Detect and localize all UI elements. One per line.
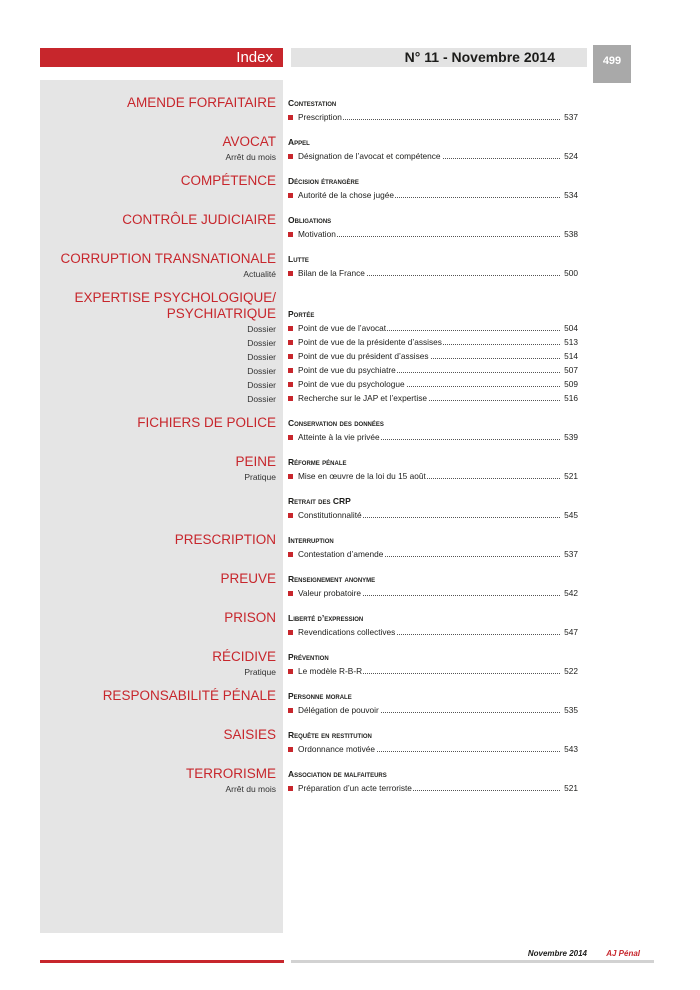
entry-page: 500: [564, 268, 578, 278]
index-entry[interactable]: [288, 365, 578, 376]
bullet-square-icon: [288, 354, 293, 359]
entry-page: 537: [564, 549, 578, 559]
footer-date: Novembre 2014: [527, 949, 587, 958]
rubric-label: Dossier: [247, 394, 276, 404]
entry-page: 507: [564, 365, 578, 375]
entry-title: Revendications collectives: [298, 627, 396, 637]
index-term: PEINE: [235, 454, 276, 469]
rubric-label: Pratique: [244, 472, 276, 482]
index-term: PREUVE: [220, 571, 276, 586]
entry-title: Préparation d’un acte terroriste: [298, 783, 412, 793]
index-entry[interactable]: [288, 510, 578, 521]
rubric-label: Dossier: [247, 366, 276, 376]
rubric-label: Dossier: [247, 324, 276, 334]
section-heading: Retrait des CRP: [288, 496, 351, 506]
index-entry[interactable]: [288, 268, 578, 279]
bullet-square-icon: [288, 552, 293, 557]
dot-leader: [300, 236, 560, 237]
index-entry[interactable]: [288, 112, 578, 123]
index-term: SAISIES: [223, 727, 276, 742]
rubric-label: Actualité: [243, 269, 276, 279]
index-entry[interactable]: [288, 744, 578, 755]
entry-page: 514: [564, 351, 578, 361]
entry-title: Délégation de pouvoir: [298, 705, 379, 715]
entry-page: 538: [564, 229, 578, 239]
rubric-label: Dossier: [247, 338, 276, 348]
section-heading: Personne morale: [288, 691, 352, 701]
footer-rule-grey: [291, 960, 654, 963]
bullet-square-icon: [288, 193, 293, 198]
footer-rule-red: [40, 960, 284, 963]
entry-title: Point de vue de la présidente d’assises: [298, 337, 442, 347]
entry-title: Désignation de l’avocat et compétence: [298, 151, 441, 161]
bullet-square-icon: [288, 115, 293, 120]
entry-title: Point de vue du psychiatre: [298, 365, 396, 375]
index-entry[interactable]: [288, 588, 578, 599]
index-term: TERRORISME: [185, 766, 276, 781]
section-heading: Obligations: [288, 215, 332, 225]
index-term: FICHIERS DE POLICE: [137, 415, 276, 430]
bullet-square-icon: [288, 474, 293, 479]
entry-page: 543: [564, 744, 578, 754]
terms-panel: [40, 80, 283, 933]
entry-page: 537: [564, 112, 578, 122]
index-entry[interactable]: [288, 432, 578, 443]
section-title: Index: [236, 49, 273, 66]
entry-title: Mise en œuvre de la loi du 15 août: [298, 471, 426, 481]
index-entry[interactable]: [288, 627, 578, 638]
section-heading: Décision étrangère: [288, 176, 359, 186]
bullet-square-icon: [288, 396, 293, 401]
issue-header: [291, 48, 587, 67]
rubric-label: Arrêt du mois: [225, 784, 276, 794]
index-term: RÉCIDIVE: [212, 649, 276, 664]
bullet-square-icon: [288, 368, 293, 373]
entry-title: Constitutionnalité: [298, 510, 362, 520]
bullet-square-icon: [288, 747, 293, 752]
entry-page: 524: [564, 151, 578, 161]
rubric-label: Dossier: [247, 352, 276, 362]
section-heading: Liberté d’expression: [288, 613, 364, 623]
section-heading: Portée: [288, 309, 315, 319]
index-entry[interactable]: [288, 323, 578, 334]
index-term: COMPÉTENCE: [180, 173, 276, 188]
section-heading: Prévention: [288, 652, 329, 662]
entry-page: 534: [564, 190, 578, 200]
entry-page: 545: [564, 510, 578, 520]
index-term: AVOCAT: [222, 134, 276, 149]
section-heading: Conservation des données: [288, 418, 384, 428]
bullet-square-icon: [288, 786, 293, 791]
entry-title: Point de vue du psychologue: [298, 379, 405, 389]
index-term: RESPONSABILITÉ PÉNALE: [102, 688, 276, 703]
entry-title: Point de vue de l’avocat: [298, 323, 387, 333]
page-number: 499: [602, 55, 622, 67]
index-entry[interactable]: [288, 666, 578, 677]
index-entry[interactable]: [288, 229, 578, 240]
entry-title: Le modèle R-B-R: [298, 666, 363, 676]
index-term: PRESCRIPTION: [174, 532, 276, 547]
bullet-square-icon: [288, 340, 293, 345]
index-entry[interactable]: [288, 151, 578, 162]
bullet-square-icon: [288, 232, 293, 237]
bullet-square-icon: [288, 669, 293, 674]
index-term: EXPERTISE PSYCHOLOGIQUE/: [74, 290, 276, 305]
entry-page: 521: [564, 471, 578, 481]
entry-page: 539: [564, 432, 578, 442]
entry-page: 521: [564, 783, 578, 793]
page-number-box: [593, 45, 631, 83]
index-term: CORRUPTION TRANSNATIONALE: [60, 251, 276, 266]
entry-page: 509: [564, 379, 578, 389]
entry-title: Autorité de la chose jugée: [298, 190, 394, 200]
index-entry[interactable]: [288, 705, 578, 716]
section-heading: Réforme pénale: [288, 457, 347, 467]
entry-title: Recherche sur le JAP et l’expertise: [298, 393, 427, 403]
bullet-square-icon: [288, 435, 293, 440]
entry-title: Atteinte à la vie privée: [298, 432, 380, 442]
index-entry[interactable]: [288, 190, 578, 201]
entry-page: 513: [564, 337, 578, 347]
entry-title: Prescription: [298, 112, 342, 122]
section-heading: Contestation: [288, 98, 337, 108]
bullet-square-icon: [288, 630, 293, 635]
entry-title: Contestation d’amende: [298, 549, 384, 559]
entry-title: Motivation: [298, 229, 336, 239]
bullet-square-icon: [288, 513, 293, 518]
entry-title: Bilan de la France: [298, 268, 365, 278]
rubric-label: Arrêt du mois: [225, 152, 276, 162]
rubric-label: Pratique: [244, 667, 276, 677]
section-heading: Lutte: [288, 254, 309, 264]
section-heading: Interruption: [288, 535, 334, 545]
bullet-square-icon: [288, 271, 293, 276]
section-heading: Association de malfaiteurs: [288, 769, 387, 779]
index-term: AMENDE FORFAITAIRE: [126, 95, 276, 110]
bullet-square-icon: [288, 326, 293, 331]
entry-page: 522: [564, 666, 578, 676]
index-entry[interactable]: [288, 471, 578, 482]
rubric-label: Dossier: [247, 380, 276, 390]
index-term: PSYCHIATRIQUE: [166, 306, 276, 321]
entry-page: 535: [564, 705, 578, 715]
section-heading: Requête en restitution: [288, 730, 372, 740]
entry-page: 516: [564, 393, 578, 403]
index-entry[interactable]: [288, 393, 578, 404]
index-entry[interactable]: [288, 337, 578, 348]
entry-page: 547: [564, 627, 578, 637]
entry-title: Valeur probatoire: [298, 588, 362, 598]
bullet-square-icon: [288, 591, 293, 596]
bullet-square-icon: [288, 708, 293, 713]
index-entry[interactable]: [288, 549, 578, 560]
entry-title: Point de vue du président d’assises: [298, 351, 429, 361]
index-entry[interactable]: [288, 379, 578, 390]
entry-page: 504: [564, 323, 578, 333]
index-term: CONTRÔLE JUDICIAIRE: [122, 212, 276, 227]
index-term: PRISON: [224, 610, 276, 625]
issue-title: N° 11 - Novembre 2014: [404, 49, 555, 65]
entry-page: 542: [564, 588, 578, 598]
index-entry[interactable]: [288, 783, 578, 794]
bullet-square-icon: [288, 154, 293, 159]
section-header: [40, 48, 283, 67]
entry-title: Ordonnance motivée: [298, 744, 376, 754]
footer-publication: AJ Pénal: [606, 949, 640, 958]
bullet-square-icon: [288, 382, 293, 387]
section-heading: Appel: [288, 137, 310, 147]
index-entry[interactable]: [288, 351, 578, 362]
section-heading: Renseignement anonyme: [288, 574, 376, 584]
